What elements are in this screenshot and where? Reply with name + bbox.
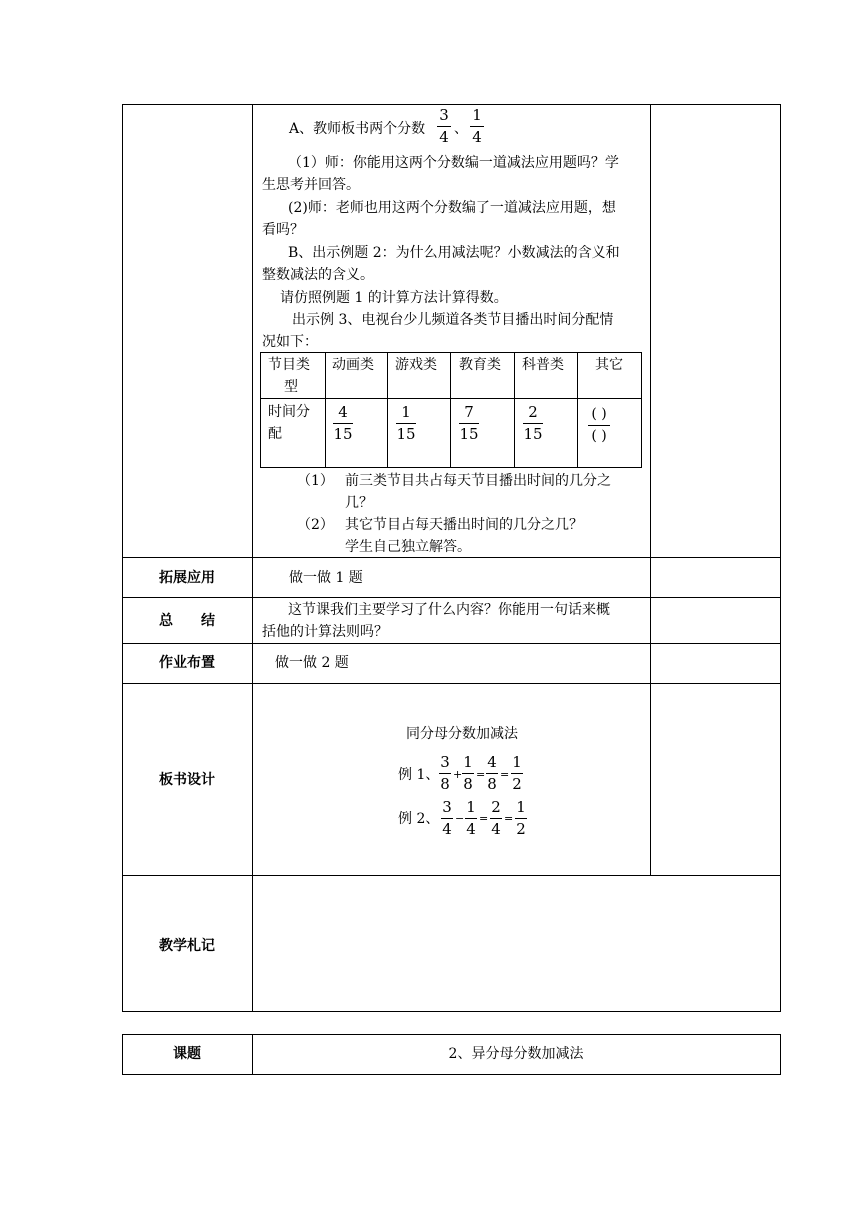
operator: = (479, 812, 489, 825)
paragraph-line: 看吗？ (262, 222, 304, 238)
paragraph-line: 整数减法的含义。 (262, 267, 374, 283)
example-label: 例 1、 (398, 767, 440, 783)
row-label-extend: 拓展应用 (159, 570, 215, 586)
summary-line: 这节课我们主要学习了什么内容？你能用一句话来概 (288, 602, 610, 618)
table-header: 型 (284, 379, 298, 395)
fraction: 1 2 (516, 798, 526, 838)
fraction: 1 8 (463, 753, 473, 793)
fraction: 4 8 (487, 753, 497, 793)
summary-line: 括他的计算法则吗？ (262, 624, 388, 640)
example-label: 例 2、 (398, 811, 440, 827)
fraction: 1 2 (512, 753, 522, 793)
question-text: 其它节目占每天播出时间的几分之几？ (345, 517, 583, 533)
paragraph-line: (2)师：老师也用这两个分数编了一道减法应用题，想 (288, 200, 616, 216)
operator: = (504, 812, 514, 825)
fraction: 2 4 (491, 798, 501, 838)
operator: + (453, 768, 463, 781)
table-fraction: 1 15 (396, 403, 416, 443)
paragraph-line: 出示例 3、电视台少儿频道各类节目播出时间分配情 (292, 312, 614, 328)
operator: − (455, 812, 465, 825)
topic-label: 课题 (173, 1046, 201, 1062)
table-fraction: 2 15 (523, 403, 543, 443)
row-label-notes: 教学札记 (159, 938, 215, 954)
table-column-header: 游戏类 (395, 357, 437, 373)
table-border-right (780, 104, 781, 1012)
table-column-header: 科普类 (522, 357, 564, 373)
table-header: 节目类 (268, 357, 310, 373)
paragraph-line: 请仿照例题 1 的计算方法计算得数。 (280, 290, 508, 306)
operator: = (500, 768, 510, 781)
board-fractions-line (289, 118, 425, 140)
table-border-top (122, 104, 781, 105)
row-label-summary: 总 结 (159, 613, 215, 629)
separator: 、 (454, 121, 468, 137)
topic-title: 2、异分母分数加减法 (448, 1046, 584, 1062)
extend-content: 做一做 1 题 (289, 570, 363, 586)
paragraph-line: 况如下： (262, 334, 318, 350)
paragraph-line: （1）师：你能用这两个分数编一道减法应用题吗？学 (288, 155, 619, 171)
question-text: 几？ (345, 495, 373, 511)
table-row-label: 时间分 (268, 404, 310, 420)
paragraph-line: 生思考并回答。 (262, 177, 360, 193)
table-column-header: 教育类 (459, 357, 501, 373)
row-label-board: 板书设计 (159, 772, 215, 788)
fraction: 1 4 (466, 798, 476, 838)
row-divider (122, 643, 781, 644)
question-number: （1） (297, 473, 334, 489)
board-title: 同分母分数加减法 (406, 726, 518, 742)
column-divider (252, 104, 253, 1012)
operator: = (476, 768, 486, 781)
table-column-header: 动画类 (332, 357, 374, 373)
fraction: 3 4 (437, 107, 451, 146)
column-divider (650, 104, 651, 876)
fraction: 3 8 (440, 753, 450, 793)
question-number: （2） (297, 517, 334, 533)
table-row-label: 配 (268, 426, 282, 442)
homework-content: 做一做 2 题 (275, 655, 349, 671)
table-column-header: 其它 (595, 357, 623, 373)
table-border-left (122, 104, 123, 1012)
table-fraction-blank: ( ) ( ) (588, 406, 610, 445)
paragraph-line: B、出示例题 2：为什么用减法呢？小数减法的含义和 (288, 245, 620, 261)
question-text: 学生自己独立解答。 (345, 539, 471, 555)
row-label-homework: 作业布置 (159, 655, 215, 671)
question-text: 前三类节目共占每天节目播出时间的几分之 (345, 473, 611, 489)
line-text: A、教师板书两个分数 (289, 121, 426, 137)
fraction: 1 4 (470, 107, 484, 146)
row-divider (122, 597, 781, 598)
table-fraction: 7 15 (459, 403, 479, 443)
table-fraction: 4 15 (333, 403, 353, 443)
fraction: 3 4 (442, 798, 452, 838)
row-divider (122, 683, 781, 684)
row-divider (122, 875, 781, 876)
table-border-bottom (122, 1011, 781, 1012)
